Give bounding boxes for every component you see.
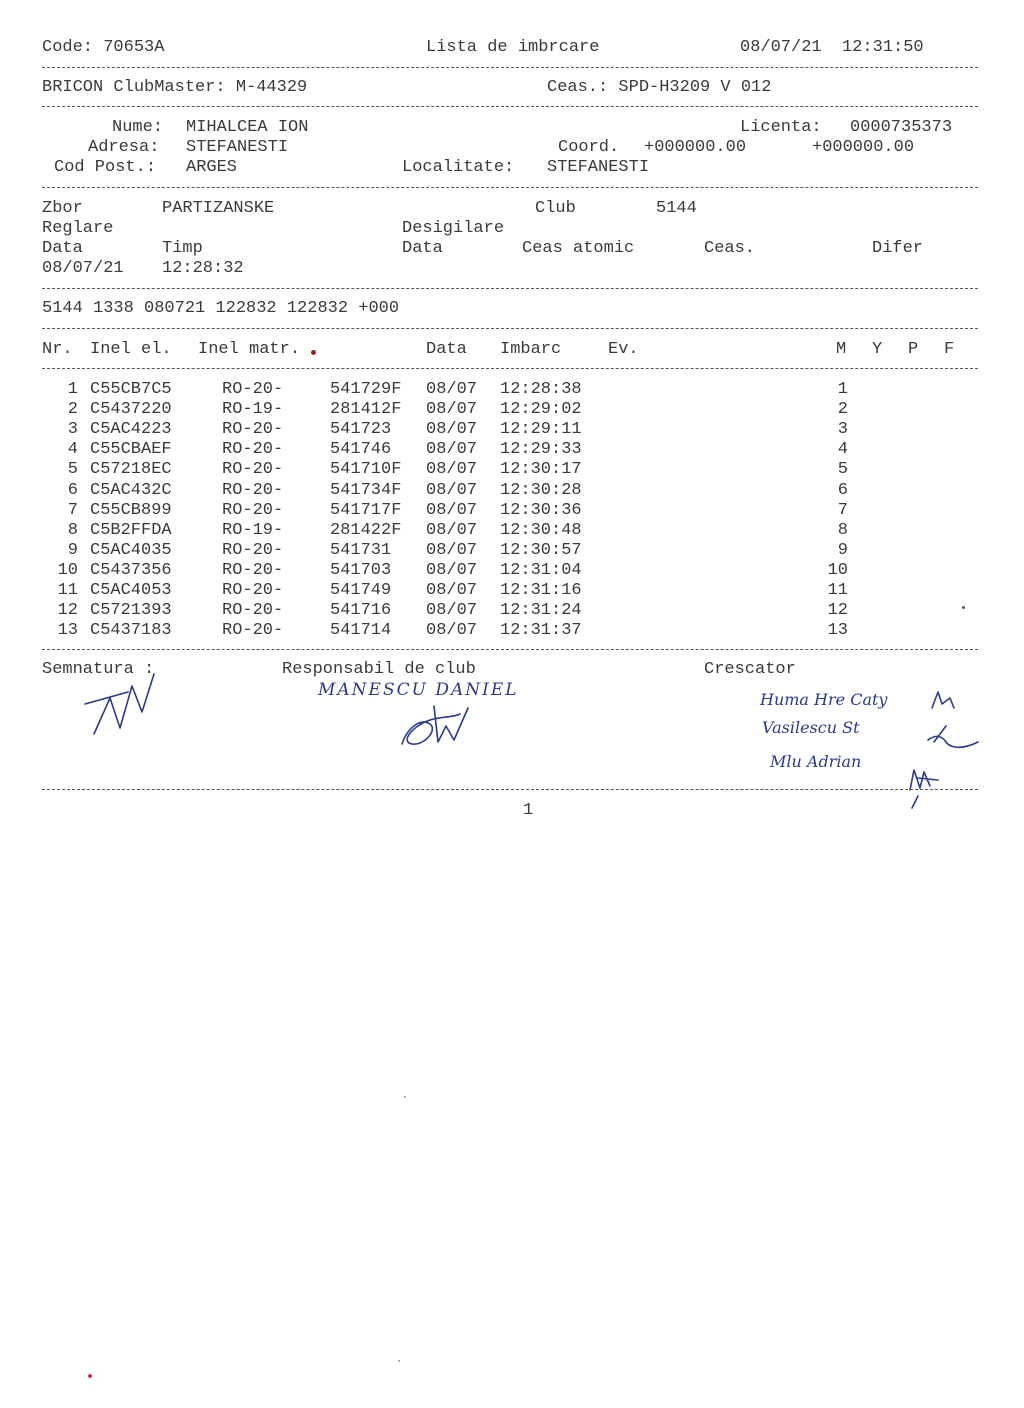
col-inel-matr: Inel matr.: [198, 340, 301, 359]
row-nr: 3: [67, 420, 78, 440]
semnatura-signature: [80, 668, 170, 743]
col-p: P: [908, 340, 919, 359]
handwritten-crescator-3: Mlu Adrian: [770, 752, 862, 771]
row-m: 1: [837, 380, 848, 399]
row-inel-prefix: RO-20-: [222, 540, 284, 560]
summary-line: 5144 1338 080721 122832 122832 +000: [42, 299, 400, 318]
localitate-value: STEFANESTI: [547, 158, 650, 177]
scan-speck: [398, 1360, 400, 1362]
row-nr: 11: [57, 581, 78, 600]
timp-label: Timp: [162, 239, 203, 258]
row-m: 11: [827, 581, 848, 600]
row-data: 08/07: [426, 601, 478, 621]
row-inel-matr: 541731: [330, 540, 392, 560]
row-inel-el: C5AC4053: [90, 581, 172, 600]
row-inel-matr: 541749: [330, 581, 392, 600]
divider: [42, 328, 978, 329]
coord-label: Coord.: [558, 138, 620, 157]
data-label: Data: [42, 239, 83, 258]
row-inel-matr: 541714: [330, 621, 392, 641]
coord-2-value: +000000.00: [812, 138, 915, 157]
row-nr: 10: [57, 560, 78, 580]
row-inel-matr: 541723: [330, 420, 392, 440]
row-nr: 7: [67, 500, 78, 520]
zbor-value: PARTIZANSKE: [162, 199, 275, 218]
row-nr: 5: [67, 460, 78, 480]
row-nr: 8: [67, 520, 78, 540]
desigilare-label: Desigilare: [402, 219, 505, 238]
row-data: 08/07: [426, 621, 478, 641]
zbor-label: Zbor: [42, 199, 83, 218]
coord-1-value: +000000.00: [644, 138, 747, 157]
row-imbarc: 12:30:17: [500, 460, 582, 480]
ceas-label: Ceas.: [704, 239, 756, 258]
row-inel-prefix: RO-20-: [222, 621, 284, 641]
row-inel-matr: 281412F: [330, 400, 402, 420]
row-m: 7: [837, 500, 848, 520]
row-inel-prefix: RO-20-: [222, 601, 284, 621]
difer-label: Difer: [872, 239, 924, 258]
adresa-label: Adresa:: [88, 138, 160, 157]
row-inel-matr: 541710F: [330, 460, 402, 480]
row-m: 5: [837, 460, 848, 480]
responsabil-label: Responsabil de club: [282, 660, 476, 679]
club-value: 5144: [656, 199, 697, 218]
row-m: 8: [837, 520, 848, 540]
row-inel-el: C55CB7C5: [90, 380, 172, 399]
scan-speck: [88, 1374, 92, 1378]
row-nr: 1: [67, 380, 78, 399]
handwritten-responsabil-name: MANESCU DANIEL: [318, 680, 519, 700]
row-imbarc: 12:30:57: [500, 540, 582, 560]
row-inel-matr: 541717F: [330, 500, 402, 520]
ink-speck: [311, 350, 316, 355]
row-m: 6: [837, 480, 848, 500]
code-label: Code: 70653A: [42, 38, 165, 57]
col-y: Y: [872, 340, 883, 359]
divider: [42, 67, 978, 68]
club-label: Club: [535, 199, 576, 218]
row-imbarc: 12:30:36: [500, 500, 582, 520]
row-imbarc: 12:31:04: [500, 560, 582, 580]
col-imbarc: Imbarc: [500, 340, 562, 359]
row-inel-el: C5437356: [90, 560, 172, 580]
row-inel-prefix: RO-20-: [222, 581, 284, 600]
row-nr: 6: [67, 480, 78, 500]
row-data: 08/07: [426, 440, 478, 460]
row-inel-prefix: RO-20-: [222, 480, 284, 500]
ceas-atomic-label: Ceas atomic: [522, 239, 635, 258]
adresa-value: STEFANESTI: [186, 138, 289, 157]
row-inel-prefix: RO-20-: [222, 380, 284, 399]
row-m: 3: [837, 420, 848, 440]
row-m: 4: [837, 440, 848, 460]
row-nr: 12: [57, 601, 78, 621]
row-inel-el: C57218EC: [90, 460, 172, 480]
row-nr: 13: [57, 621, 78, 641]
row-inel-prefix: RO-19-: [222, 520, 284, 540]
row-imbarc: 12:29:33: [500, 440, 582, 460]
row-nr: 2: [67, 400, 78, 420]
row-inel-el: C55CB899: [90, 500, 172, 520]
row-imbarc: 12:31:24: [500, 601, 582, 621]
row-inel-matr: 281422F: [330, 520, 402, 540]
divider: [42, 106, 978, 107]
row-nr: 9: [67, 540, 78, 560]
scan-speck: [962, 606, 965, 609]
licenta-value: 0000735373: [850, 118, 953, 137]
divider: [42, 288, 978, 289]
semnatura-label: Semnatura :: [42, 660, 155, 679]
page-number: 1: [523, 801, 534, 820]
row-inel-matr: 541734F: [330, 480, 402, 500]
row-inel-el: C5AC4223: [90, 420, 172, 440]
row-m: 10: [827, 560, 848, 580]
clubmaster-id: BRICON ClubMaster: M-44329: [42, 78, 308, 97]
row-imbarc: 12:30:28: [500, 480, 582, 500]
codpost-value: ARGES: [186, 158, 238, 177]
row-inel-matr: 541703: [330, 560, 392, 580]
row-m: 9: [837, 540, 848, 560]
crescator-signatures: [898, 690, 988, 820]
row-inel-prefix: RO-20-: [222, 420, 284, 440]
row-data: 08/07: [426, 460, 478, 480]
ceas-id: Ceas.: SPD-H3209 V 012: [547, 78, 772, 97]
col-m: M: [836, 340, 847, 359]
row-data: 08/07: [426, 380, 478, 399]
row-data: 08/07: [426, 500, 478, 520]
row-inel-el: C5437220: [90, 400, 172, 420]
col-ev: Ev.: [608, 340, 639, 359]
divider: [42, 789, 978, 790]
row-inel-prefix: RO-19-: [222, 400, 284, 420]
row-m: 13: [827, 621, 848, 641]
responsabil-signature: [394, 696, 484, 756]
divider: [42, 368, 978, 369]
row-m: 2: [837, 400, 848, 420]
row-m: 12: [827, 601, 848, 621]
scan-speck: [404, 1096, 406, 1098]
reglare-timp-value: 12:28:32: [162, 259, 244, 278]
row-inel-el: C5AC4035: [90, 540, 172, 560]
nume-value: MIHALCEA ION: [186, 118, 309, 137]
col-nr: Nr.: [42, 340, 73, 359]
row-inel-el: C5721393: [90, 601, 172, 621]
row-data: 08/07: [426, 420, 478, 440]
row-data: 08/07: [426, 520, 478, 540]
row-imbarc: 12:30:48: [500, 520, 582, 540]
row-imbarc: 12:28:38: [500, 380, 582, 399]
row-inel-matr: 541729F: [330, 380, 402, 399]
row-data: 08/07: [426, 480, 478, 500]
row-inel-prefix: RO-20-: [222, 500, 284, 520]
row-imbarc: 12:31:16: [500, 581, 582, 600]
row-imbarc: 12:29:11: [500, 420, 582, 440]
licenta-label: Licenta:: [740, 118, 822, 137]
col-data: Data: [426, 340, 467, 359]
row-inel-prefix: RO-20-: [222, 440, 284, 460]
divider: [42, 187, 978, 188]
desigilare-data-label: Data: [402, 239, 443, 258]
row-inel-matr: 541746: [330, 440, 392, 460]
handwritten-crescator-2: Vasilescu St: [762, 718, 860, 737]
row-imbarc: 12:31:37: [500, 621, 582, 641]
row-inel-el: C55CBAEF: [90, 440, 172, 460]
row-inel-el: C5437183: [90, 621, 172, 641]
row-imbarc: 12:29:02: [500, 400, 582, 420]
row-inel-prefix: RO-20-: [222, 560, 284, 580]
localitate-label: Localitate:: [402, 158, 515, 177]
divider: [42, 649, 978, 650]
row-inel-el: C5B2FFDA: [90, 520, 172, 540]
row-nr: 4: [67, 440, 78, 460]
reglare-label: Reglare: [42, 219, 114, 238]
row-inel-prefix: RO-20-: [222, 460, 284, 480]
row-data: 08/07: [426, 540, 478, 560]
nume-label: Nume:: [112, 118, 164, 137]
row-data: 08/07: [426, 560, 478, 580]
row-inel-el: C5AC432C: [90, 480, 172, 500]
col-f: F: [944, 340, 955, 359]
codpost-label: Cod Post.:: [54, 158, 157, 177]
print-datetime: 08/07/21 12:31:50: [740, 38, 924, 57]
reglare-data-value: 08/07/21: [42, 259, 124, 278]
crescator-label: Crescator: [704, 660, 796, 679]
col-inel-el: Inel el.: [90, 340, 172, 359]
handwritten-crescator-1: Huma Hre Caty: [760, 690, 888, 709]
row-data: 08/07: [426, 400, 478, 420]
row-inel-matr: 541716: [330, 601, 392, 621]
document-title: Lista de imbrcare: [426, 38, 600, 57]
row-data: 08/07: [426, 581, 478, 600]
